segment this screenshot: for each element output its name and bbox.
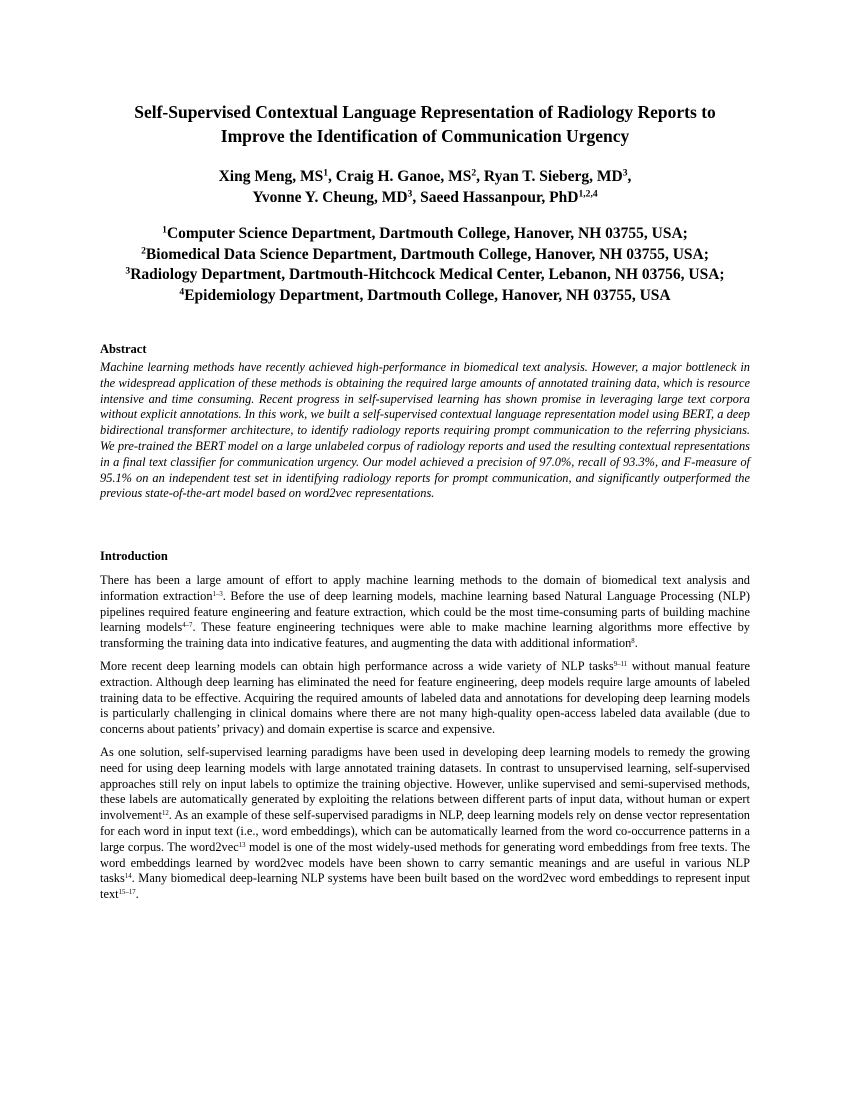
affiliation-2 bbox=[80, 245, 770, 266]
author-line-2 bbox=[80, 187, 770, 208]
affiliation-text: Computer Science Department, Dartmouth College, Hanover, NH 03755, USA; bbox=[166, 225, 688, 242]
citation-ref: 1–3 bbox=[212, 590, 223, 598]
author-name: Yvonne Y. Cheung, MD bbox=[252, 189, 408, 206]
title-line-1: Self-Supervised Contextual Language Representation of Radiology Reports to bbox=[134, 102, 716, 122]
affiliation-sup: 2 bbox=[141, 245, 146, 257]
author-affil-sup: 3 bbox=[407, 188, 413, 200]
author-affil-sup: 1,2,4 bbox=[578, 188, 598, 200]
intro-paragraph-3: As one solution, self-supervised learning paradigms have been used in developing deep learning models to remedy the growing need for using deep learning models with large annotated training datasets. In contrast to unsupervised learning, self-supervised approaches still rely on input labels to optimize the training objective. However, unlike supervised and semi-supervised methods, these labels are automatically generated by exploiting the relations between different parts of input data, without human or expert involvement$^{12}$. As an example of these self-supervised paradigms in NLP, deep learning models rely on dense vector representation for each word in input text (i.e., word embeddings), which can be automatically learned from the word co-occurrence patterns in a large corpus. The word2vec$^{13}$ model is one of the most widely-used methods for generating word embeddings from free texts. The word embeddings learned by word2vec models have been shown to carry semantic meanings and are useful in various NLP tasks$^{14}$. Many biomedical deep-learning NLP systems have been built based on the word2vec word embeddings to represent input text$^{15-17}$. bbox=[100, 744, 750, 902]
affiliation-text: Radiology Department, Dartmouth-Hitchcock Medical Center, Lebanon, NH 03756, USA; bbox=[130, 266, 725, 283]
author-affil-sup: 1 bbox=[323, 167, 328, 179]
author-affil-sup: 3 bbox=[622, 167, 628, 179]
affiliation-text: Epidemiology Department, Dartmouth College, Hanover, NH 03755, USA bbox=[184, 286, 671, 304]
title-line-2: Improve the Identification of Communication Urgency bbox=[220, 126, 630, 146]
abstract-body: Machine learning methods have recently achieved high-performance in biomedical text analysis. However, a major bottleneck in the widespread application of these methods is obtaining the required large amounts of annotated training data, which is resource intensive and time consuming. Recent progress in self-supervised learning has shown promise in leveraging large text corpora without explicit annotations. In this work, we built a self-supervised contextual language representation model using BERT, a deep bidirectional transformer architecture, to identify radiology reports requiring prompt communication to the referring physicians. We pre-trained the BERT model on a large unlabeled corpus of radiology reports and used the resulting contextual representations in a final text classifier for communication urgency. Our model achieved a precision of 97.0%, recall of 93.3%, and F-measure of 95.1% on an independent test set in identifying radiology reports for prompt communication, and significantly outperformed the previous state-of-the-art model based on word2vec representations. bbox=[100, 360, 750, 501]
author-affil-sup: 2 bbox=[471, 167, 477, 179]
citation-ref: 8 bbox=[631, 638, 635, 646]
affiliation-text: Biomedical Data Science Department, Dartmouth College, Hanover, NH 03755, USA; bbox=[145, 245, 709, 263]
affiliation-sup: 1 bbox=[162, 224, 167, 236]
intro-paragraph-2: More recent deep learning models can obtain high performance across a wide variety of NLP tasks$^{9-11}$ without manual feature extraction. Although deep learning has eliminated the need for feature engineering, deep models require large amounts of labeled training data to be effective. Acquiring the required amounts of labeled data and annotations for developing deep learning models is particularly challenging in clinical domains where there are not many high-quality open-access labeled data available (due to concerns about patients’ privacy) and domain expertise is scarce and expensive. bbox=[100, 658, 751, 737]
affiliation-3 bbox=[80, 265, 770, 286]
citation-ref: 14 bbox=[124, 873, 132, 881]
affiliation-sup: 4 bbox=[179, 286, 185, 298]
affiliation-4 bbox=[80, 286, 770, 307]
author-name: , Saeed Hassanpour, PhD bbox=[412, 189, 579, 206]
author-line-1 bbox=[80, 166, 770, 187]
author-name: Xing Meng, MS bbox=[218, 168, 324, 185]
abstract-heading: Abstract bbox=[100, 342, 147, 356]
paper-title bbox=[80, 100, 770, 148]
introduction-body bbox=[100, 573, 750, 910]
affiliation-1 bbox=[80, 224, 770, 245]
author-separator: , bbox=[627, 168, 632, 185]
introduction-heading: Introduction bbox=[100, 549, 168, 563]
citation-ref: 4–7 bbox=[182, 622, 193, 630]
citation-ref: 15–17 bbox=[118, 889, 136, 897]
author-name: , Ryan T. Sieberg, MD bbox=[476, 168, 623, 185]
intro-paragraph-1: There has been a large amount of effort to apply machine learning methods to the domain of biomedical text analysis and information extraction$^{1-3}$. Before the use of deep learning models, machine learning based Natural Language Processing (NLP) pipelines required feature engineering and feature extraction, which could be the most time-consuming parts of building machine learning models$^{4-7}$. These feature engineering techniques were able to make machine learning algorithms more effective by transforming the training data into indicative features, and augmenting the data with additional information$^8$. bbox=[100, 573, 750, 651]
author-list bbox=[80, 166, 770, 208]
citation-ref: 9–11 bbox=[613, 660, 628, 668]
affiliation-sup: 3 bbox=[125, 265, 131, 277]
author-name: , Craig H. Ganoe, MS bbox=[328, 168, 472, 185]
affiliation-list bbox=[80, 224, 770, 306]
citation-ref: 12 bbox=[161, 810, 169, 818]
citation-ref: 13 bbox=[238, 841, 246, 849]
